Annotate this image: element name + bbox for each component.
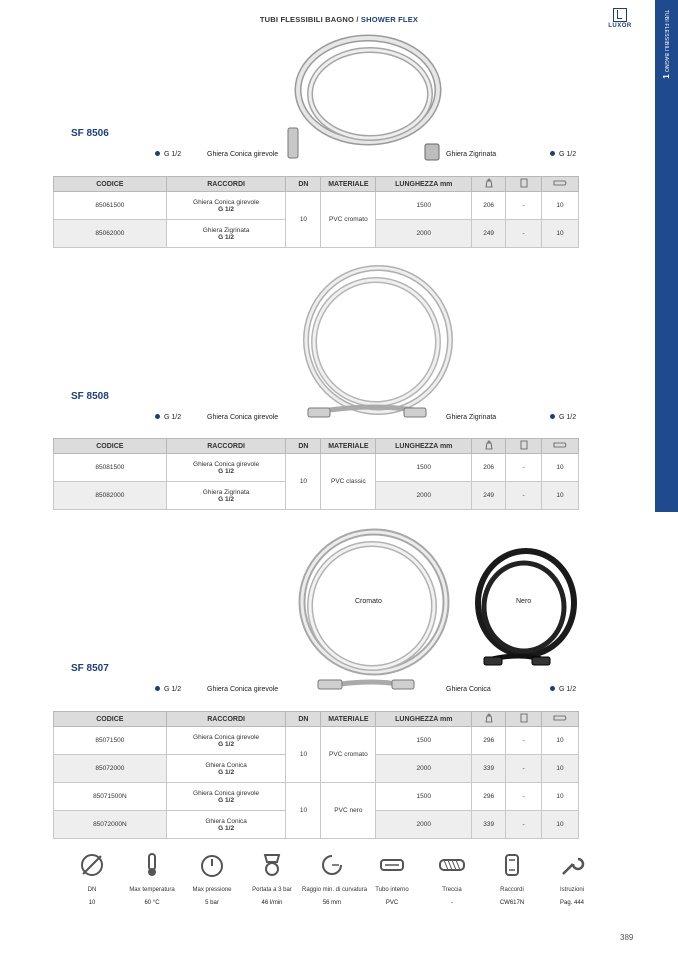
- cell-weight: 206: [472, 454, 506, 482]
- cell-length: 1500: [376, 727, 472, 755]
- cell-pack: 10: [542, 783, 579, 811]
- connection-row-sf8508: [0, 414, 678, 424]
- col-header-fittings: RACCORDI: [166, 712, 286, 727]
- logo-text: LUXOR: [608, 23, 632, 29]
- spec-table-sf8508: [53, 438, 579, 510]
- feature-max-pressure: Max pressione 5 bar: [182, 852, 242, 906]
- hose-image-sf8507-black: [470, 543, 578, 679]
- spec-table-sf8506: [53, 176, 579, 248]
- col-header-length: LUNGHEZZA mm: [376, 177, 472, 192]
- cell-fitting: Ghiera Conica girevole G 1/2: [166, 727, 286, 755]
- cell-dn: 10: [286, 783, 321, 839]
- inner-tube-icon: [379, 852, 405, 878]
- diameter-icon: [79, 852, 105, 878]
- weight-icon: [472, 177, 506, 192]
- cell-dn: 10: [286, 727, 321, 783]
- pack-icon: [542, 177, 579, 192]
- cell-fitting: Ghiera Conica G 1/2: [166, 811, 286, 839]
- hose-image-sf8508: [296, 262, 456, 430]
- conn-right-thread: G 1/2: [550, 151, 576, 158]
- conn-left-thread: G 1/2: [155, 686, 181, 693]
- cell-fitting: Ghiera Conica girevole G 1/2: [166, 783, 286, 811]
- chapter-side-tab: [655, 0, 678, 512]
- col-header-fittings: RACCORDI: [166, 439, 286, 454]
- wrench-icon: [559, 852, 585, 878]
- feature-inner-tube: Tubo interno PVC: [362, 852, 422, 906]
- cell-code: 85062000: [54, 220, 167, 248]
- cell-box: -: [506, 220, 542, 248]
- feature-instructions: Istruzioni Pag. 444: [542, 852, 602, 906]
- bullet-dot-icon: [550, 414, 555, 419]
- feature-bend-radius: Raggio min. di curvatura 56 mm: [302, 852, 362, 906]
- table-row: [54, 727, 579, 755]
- cell-material: PVC cromato: [321, 727, 376, 783]
- cell-weight: 206: [472, 192, 506, 220]
- conn-right-name: Ghiera Zigrinata: [446, 414, 497, 421]
- bullet-dot-icon: [155, 151, 160, 156]
- cell-fitting: Ghiera Conica G 1/2: [166, 755, 286, 783]
- table-header-row: [54, 439, 579, 454]
- conn-left-name: Ghiera Conica girevole: [207, 414, 279, 421]
- cell-length: 2000: [376, 755, 472, 783]
- cell-weight: 296: [472, 783, 506, 811]
- logo-mark-icon: [613, 8, 627, 22]
- braid-icon: [438, 852, 466, 878]
- col-header-code: CODICE: [54, 439, 167, 454]
- col-header-length: LUNGHEZZA mm: [376, 712, 472, 727]
- variant-label-black: Nero: [516, 598, 532, 605]
- pack-icon: [542, 712, 579, 727]
- section-title-sf8506: SF 8506: [71, 128, 109, 139]
- cell-fitting: Ghiera Conica girevole G 1/2: [166, 454, 286, 482]
- hose-image-sf8506: [282, 32, 454, 168]
- pack-icon: [542, 439, 579, 454]
- box-icon: [506, 712, 542, 727]
- cell-code: 85081500: [54, 454, 167, 482]
- cell-length: 1500: [376, 192, 472, 220]
- page-number: 389: [620, 933, 634, 942]
- table-row: [54, 783, 579, 811]
- conn-right-thread: G 1/2: [550, 686, 576, 693]
- bend-radius-icon: [319, 852, 345, 878]
- weight-icon: [472, 712, 506, 727]
- header-title-it: TUBI FLESSIBILI BAGNO: [259, 15, 355, 24]
- table-row: [54, 192, 579, 220]
- cell-code: 85071500: [54, 727, 167, 755]
- col-header-material: MATERIALE: [321, 712, 376, 727]
- cell-material: PVC nero: [321, 783, 376, 839]
- connection-row-sf8507: [0, 686, 678, 696]
- cell-pack: 10: [542, 454, 579, 482]
- connection-row-sf8506: [0, 151, 678, 161]
- section-title-sf8507: SF 8507: [71, 663, 109, 674]
- col-header-material: MATERIALE: [321, 177, 376, 192]
- cell-material: PVC cromato: [321, 192, 376, 248]
- cell-code: 85072000N: [54, 811, 167, 839]
- flow-rate-icon: [259, 852, 285, 878]
- fittings-icon: [499, 852, 525, 878]
- cell-dn: 10: [286, 454, 321, 510]
- conn-right-thread: G 1/2: [550, 414, 576, 421]
- col-header-code: CODICE: [54, 712, 167, 727]
- conn-left-thread: G 1/2: [155, 414, 181, 421]
- conn-left-name: Ghiera Conica girevole: [207, 151, 279, 158]
- cell-pack: 10: [542, 220, 579, 248]
- page-header: [0, 15, 678, 24]
- cell-fitting: Ghiera Zigrinata G 1/2: [166, 482, 286, 510]
- cell-box: -: [506, 755, 542, 783]
- header-title-en: SHOWER FLEX: [360, 15, 419, 24]
- feature-braid: Treccia -: [422, 852, 482, 906]
- col-header-length: LUNGHEZZA mm: [376, 439, 472, 454]
- cell-length: 2000: [376, 482, 472, 510]
- cell-code: 85082000: [54, 482, 167, 510]
- variant-label-chrome: Cromato: [355, 598, 382, 605]
- pressure-gauge-icon: [199, 852, 225, 878]
- cell-length: 1500: [376, 783, 472, 811]
- conn-left-thread: G 1/2: [155, 151, 181, 158]
- conn-right-name: Ghiera Conica: [446, 686, 491, 693]
- cell-weight: 339: [472, 755, 506, 783]
- feature-fittings: Raccordi CW617N: [482, 852, 542, 906]
- bullet-dot-icon: [155, 686, 160, 691]
- header-separator: /: [354, 15, 361, 24]
- cell-length: 1500: [376, 454, 472, 482]
- brand-logo: [604, 8, 636, 29]
- col-header-dn: DN: [286, 177, 321, 192]
- cell-length: 2000: [376, 220, 472, 248]
- cell-pack: 10: [542, 482, 579, 510]
- cell-box: -: [506, 811, 542, 839]
- bullet-dot-icon: [155, 414, 160, 419]
- cell-code: 85061500: [54, 192, 167, 220]
- cell-code: 85071500N: [54, 783, 167, 811]
- cell-box: -: [506, 482, 542, 510]
- cell-weight: 339: [472, 811, 506, 839]
- weight-icon: [472, 439, 506, 454]
- conn-right-name: Ghiera Zigrinata: [446, 151, 497, 158]
- bullet-dot-icon: [550, 686, 555, 691]
- cell-fitting: Ghiera Conica girevole G 1/2: [166, 192, 286, 220]
- table-header-row: [54, 177, 579, 192]
- cell-dn: 10: [286, 192, 321, 248]
- feature-max-temperature: Max temperatura 60 °C: [122, 852, 182, 906]
- cell-box: -: [506, 454, 542, 482]
- cell-material: PVC classic: [321, 454, 376, 510]
- col-header-dn: DN: [286, 712, 321, 727]
- box-icon: [506, 177, 542, 192]
- cell-weight: 249: [472, 220, 506, 248]
- cell-fitting: Ghiera Zigrinata G 1/2: [166, 220, 286, 248]
- feature-flow-rate: Portata a 3 bar 46 l/min: [242, 852, 302, 906]
- cell-code: 85072000: [54, 755, 167, 783]
- box-icon: [506, 439, 542, 454]
- cell-weight: 296: [472, 727, 506, 755]
- section-title-sf8508: SF 8508: [71, 391, 109, 402]
- col-header-material: MATERIALE: [321, 439, 376, 454]
- col-header-fittings: RACCORDI: [166, 177, 286, 192]
- cell-box: -: [506, 727, 542, 755]
- col-header-code: CODICE: [54, 177, 167, 192]
- cell-box: -: [506, 783, 542, 811]
- cell-box: -: [506, 192, 542, 220]
- hose-image-sf8507-chrome: [296, 528, 456, 694]
- feature-dn: DN 10: [62, 852, 122, 906]
- spec-table-sf8507: [53, 711, 579, 839]
- cell-pack: 10: [542, 192, 579, 220]
- cell-pack: 10: [542, 811, 579, 839]
- cell-length: 2000: [376, 811, 472, 839]
- table-header-row: [54, 712, 579, 727]
- table-row: [54, 454, 579, 482]
- side-tab-number: 1: [662, 74, 671, 79]
- cell-pack: 10: [542, 727, 579, 755]
- bullet-dot-icon: [550, 151, 555, 156]
- thermometer-icon: [139, 852, 165, 878]
- cell-pack: 10: [542, 755, 579, 783]
- conn-left-name: Ghiera Conica girevole: [207, 686, 279, 693]
- cell-weight: 249: [472, 482, 506, 510]
- col-header-dn: DN: [286, 439, 321, 454]
- side-tab-label: TUBI FLESSIBILI BAGNO: [663, 9, 669, 73]
